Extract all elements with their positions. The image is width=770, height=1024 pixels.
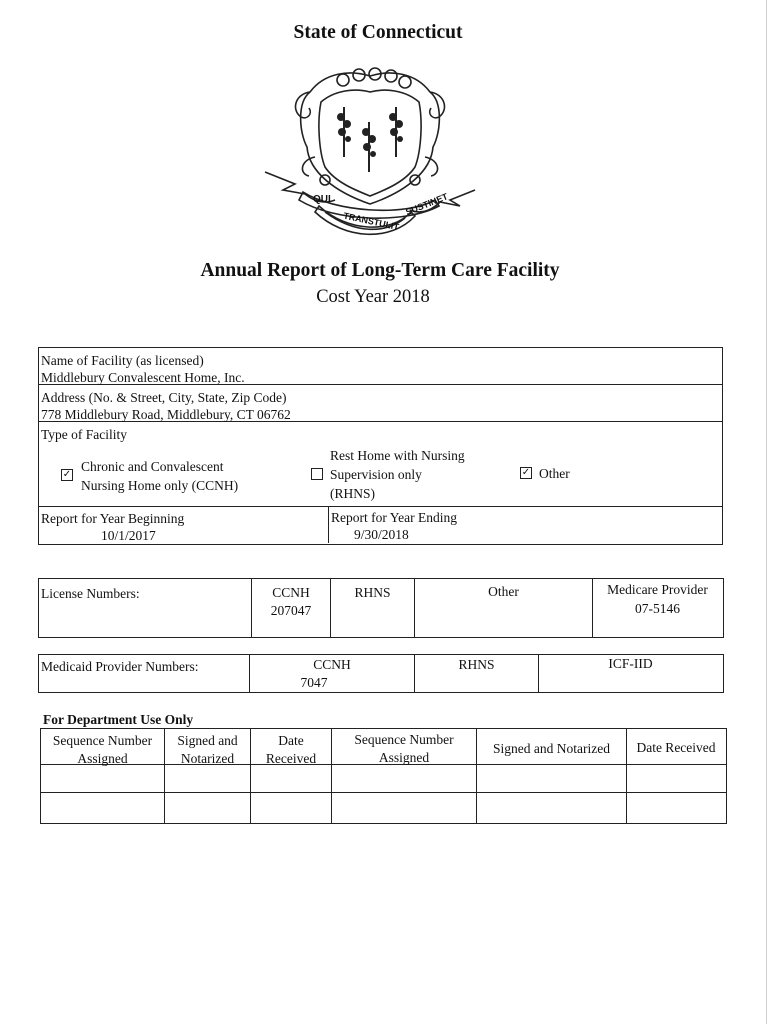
facility-type-label: Type of Facility xyxy=(41,427,128,442)
rhns-type-line2: Supervision only xyxy=(330,467,422,482)
dept-header-date-1-l2: Received xyxy=(265,751,317,766)
other-type-label: Other xyxy=(539,466,570,481)
medicaid-rhns-label: RHNS xyxy=(458,657,495,672)
license-rhns-label: RHNS xyxy=(354,585,391,600)
facility-address-value: 778 Middlebury Road, Middlebury, CT 06762 xyxy=(41,407,291,422)
year-begin-label: Report for Year Beginning xyxy=(41,511,185,526)
rhns-type-line3: (RHNS) xyxy=(330,486,376,501)
scan-edge-line xyxy=(766,0,767,1024)
dept-header-seq-2-l2: Assigned xyxy=(378,750,430,765)
ccnh-type-line1: Chronic and Convalescent xyxy=(81,459,224,474)
rhns-type-line1: Rest Home with Nursing xyxy=(330,448,465,463)
dept-header-signed-1-l1: Signed and xyxy=(177,733,238,748)
dept-header-signed-1-l2: Notarized xyxy=(180,751,235,766)
ccnh-checkbox[interactable]: ✓ xyxy=(62,469,72,480)
dept-header-date-2: Date Received xyxy=(636,740,716,755)
seal-motto-3: SUSTINET xyxy=(404,191,450,218)
department-use-title: For Department Use Only xyxy=(43,712,194,727)
medicaid-ccnh-value: 7047 xyxy=(300,675,328,690)
license-numbers-label: License Numbers: xyxy=(41,586,140,601)
medicaid-numbers-label: Medicaid Provider Numbers: xyxy=(41,659,199,674)
dept-row-1[interactable] xyxy=(41,765,725,792)
facility-name-value: Middlebury Convalescent Home, Inc. xyxy=(41,370,245,385)
other-checkbox[interactable]: ✓ xyxy=(521,467,531,478)
dept-header-seq-2-l1: Sequence Number xyxy=(354,732,454,747)
dept-header-seq-1-l2: Assigned xyxy=(77,751,128,766)
dept-header-seq-1-l1: Sequence Number xyxy=(52,733,153,748)
connecticut-seal-icon xyxy=(255,62,485,242)
ccnh-type-line2: Nursing Home only (CCNH) xyxy=(81,478,239,493)
year-end-value: 9/30/2018 xyxy=(354,527,409,542)
report-title: Annual Report of Long-Term Care Facility xyxy=(200,260,560,281)
medicaid-icf-label: ICF-IID xyxy=(608,656,653,671)
state-title: State of Connecticut xyxy=(293,22,463,43)
dept-row-2[interactable] xyxy=(41,793,725,821)
cost-year: Cost Year 2018 xyxy=(316,287,430,307)
year-end-label: Report for Year Ending xyxy=(331,510,457,525)
license-ccnh-value: 207047 xyxy=(270,603,312,618)
dept-header-signed-2: Signed and Notarized xyxy=(493,741,610,756)
rhns-checkbox[interactable] xyxy=(311,468,323,480)
medicare-provider-label: Medicare Provider xyxy=(607,582,708,597)
license-other-label: Other xyxy=(488,584,519,599)
seal-motto-1: QUI xyxy=(313,194,331,205)
year-begin-value: 10/1/2017 xyxy=(101,528,156,543)
medicaid-ccnh-label: CCNH xyxy=(313,657,351,672)
medicare-provider-value: 07-5146 xyxy=(635,601,680,616)
facility-name-label: Name of Facility (as licensed) xyxy=(41,353,204,368)
seal-motto-2: TRANSTULIT xyxy=(342,210,400,233)
license-ccnh-label: CCNH xyxy=(272,585,310,600)
dept-header-date-1-l1: Date xyxy=(278,733,304,748)
facility-address-label: Address (No. & Street, City, State, Zip Code) xyxy=(41,390,287,405)
